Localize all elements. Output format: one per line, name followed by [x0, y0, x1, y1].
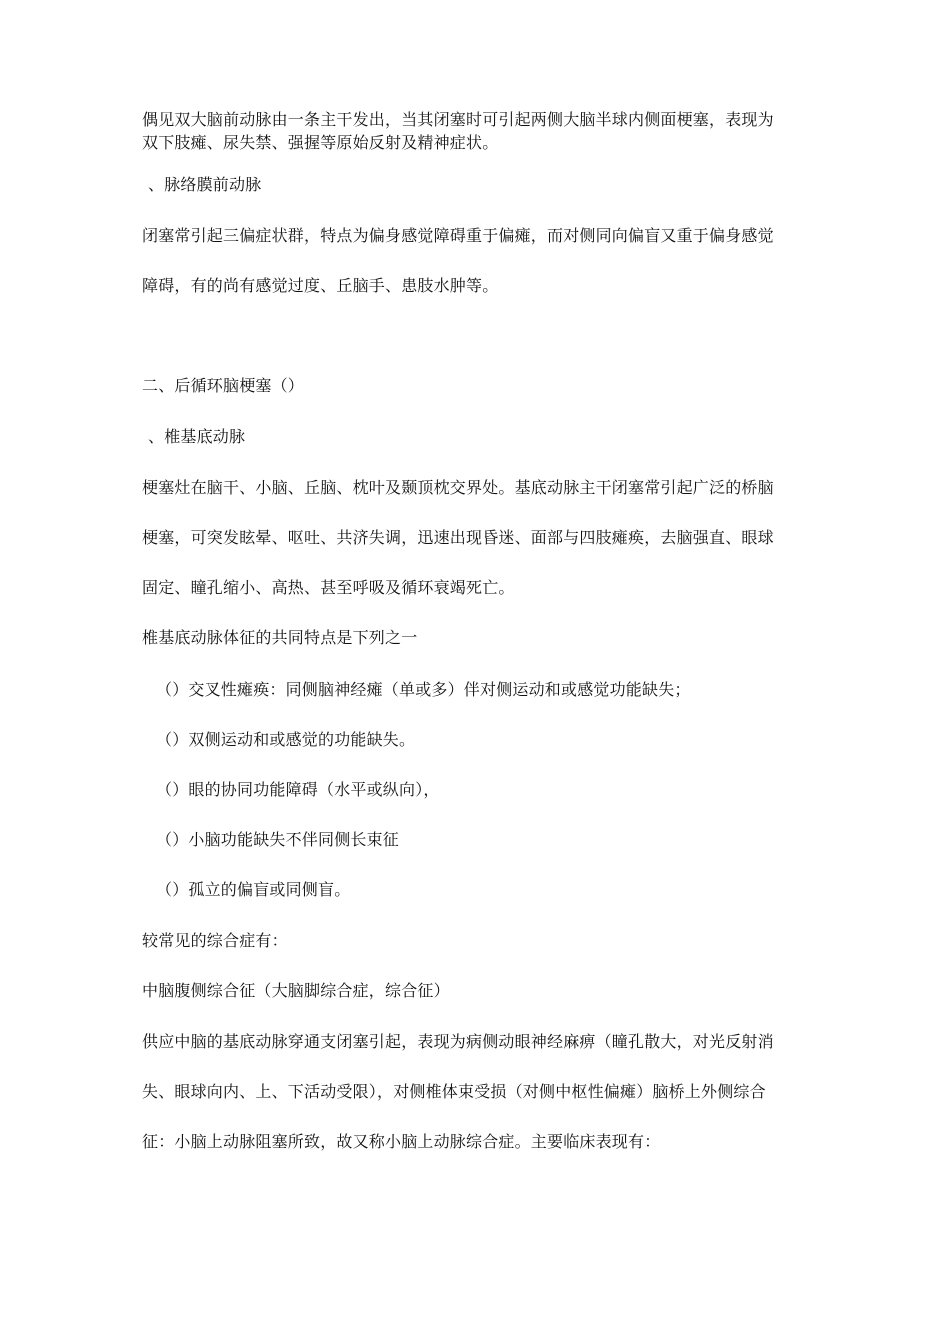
paragraph-line: 闭塞常引起三偏症状群，特点为偏身感觉障碍重于偏瘫，而对侧同向偏盲又重于偏身感觉	[142, 226, 774, 245]
paragraph-line: 椎基底动脉体征的共同特点是下列之一	[142, 628, 418, 647]
paragraph-line: 征：小脑上动脉阻塞所致，故又称小脑上动脉综合症。主要临床表现有：	[142, 1132, 661, 1151]
paragraph-line: 失、眼球向内、上、下活动受限），对侧椎体束受损（对侧中枢性偏瘫）脑桥上外侧综合	[142, 1082, 766, 1101]
section-heading: 、椎基底动脉	[148, 427, 246, 446]
section-heading: 二、后循环脑梗塞（）	[142, 376, 305, 395]
list-item: （）交叉性瘫痪：同侧脑神经瘫（单或多）伴对侧运动和或感觉功能缺失；	[156, 680, 691, 699]
paragraph-line: 供应中脑的基底动脉穿通支闭塞引起，表现为病侧动眼神经麻痹（瞳孔散大，对光反射消	[142, 1032, 774, 1051]
paragraph-line: 障碍，有的尚有感觉过度、丘脑手、患肢水肿等。	[142, 276, 499, 295]
paragraph-line: 偶见双大脑前动脉由一条主干发出，当其闭塞时可引起两侧大脑半球内侧面梗塞，表现为	[142, 110, 774, 129]
section-heading: 、脉络膜前动脉	[148, 175, 262, 194]
paragraph-line: 梗塞，可突发眩晕、呕吐、共济失调，迅速出现昏迷、面部与四肢瘫痪，去脑强直、眼球	[142, 528, 774, 547]
paragraph-line: 中脑腹侧综合征（大脑脚综合症，综合征）	[142, 981, 450, 1000]
list-item: （）双侧运动和或感觉的功能缺失。	[156, 730, 416, 749]
paragraph-line: 双下肢瘫、尿失禁、强握等原始反射及精神症状。	[142, 133, 499, 152]
paragraph-line: 梗塞灶在脑干、小脑、丘脑、枕叶及颞顶枕交界处。基底动脉主干闭塞常引起广泛的桥脑	[142, 478, 774, 497]
list-item: （）眼的协同功能障碍（水平或纵向），	[156, 780, 440, 799]
list-item: （）小脑功能缺失不伴同侧长束征	[156, 830, 400, 849]
paragraph-line: 固定、瞳孔缩小、高热、甚至呼吸及循环衰竭死亡。	[142, 578, 515, 597]
list-item: （）孤立的偏盲或同侧盲。	[156, 880, 351, 899]
paragraph-line: 较常见的综合症有：	[142, 931, 288, 950]
